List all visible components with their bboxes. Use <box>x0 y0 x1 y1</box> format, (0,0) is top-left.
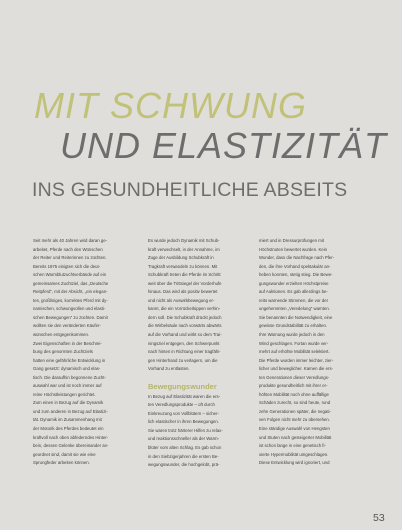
text-line: Gang gesetzt: dynamisch und elas- <box>33 366 101 372</box>
text-line: tät. Dynamik im Zusammenhang mit <box>33 417 102 423</box>
text-line: namischen, schwungvollen und elasti- <box>33 306 106 312</box>
text-line: Zum einen in Bezug auf die Dynamik <box>33 400 104 406</box>
text-line: arbeitet, Pferde nach den Wünschen <box>33 246 103 252</box>
text-line: dern soll. Die Schubkraft drückt jedoch <box>148 314 222 320</box>
article-column-3 <box>259 237 369 468</box>
text-line: Höchstnoten bewertet wurden. Kein <box>259 246 328 252</box>
text-line: xierte Hypermobilität umgeschlagen. <box>259 451 329 457</box>
text-line: ven Folgen nicht mehr zu übersehen. <box>259 417 330 423</box>
text-line: In Bezug auf Elastizität waren die ers- <box>148 393 221 399</box>
text-line: geordnet sind, damit sie wie eine <box>33 451 96 457</box>
text-line: hinaus. Das wird als positiv bewertet <box>148 289 218 295</box>
headline-line-1: MIT SCHWUNG <box>34 85 307 126</box>
text-line: tes, großliniges, korrektes Pferd mit dy- <box>33 297 108 303</box>
text-line: ten Generationen dieser Veredlungs- <box>259 374 330 380</box>
text-line: heben konnten, stetig stieg. Die Bewe- <box>259 272 333 278</box>
page-number: 53 <box>373 512 385 524</box>
text-line: nach hinten in Richtung einer tragfähi- <box>148 349 221 355</box>
text-line: und nicht als Auswirkbewegung er- <box>148 297 215 303</box>
text-line: ningsziel entgegen, den Schwerpunkt <box>148 340 220 346</box>
text-line: Die Pferde wurden immer leichter, zier- <box>259 357 334 363</box>
section-heading: Bewegungswunder <box>148 381 217 391</box>
text-line: kannt, die ein Vorrückerkippen verhin- <box>148 306 221 312</box>
text-line: Vorhand zu entlasten. <box>148 366 190 372</box>
text-line: ist schon lange in eine genetisch fi- <box>259 443 326 449</box>
text-line: Schubkraft treten die Pferde im Schritt <box>148 272 221 278</box>
text-line: bein, dessen Gelenke übereinander an- <box>33 443 109 449</box>
text-line: Reitpferd“, mit der Absicht, „ein elegan- <box>33 289 108 295</box>
article-column-1 <box>33 237 143 468</box>
text-line: wegungswunder, die hochgelobt, prä- <box>148 462 220 468</box>
text-line: Schäden zurecht, so sind heute, rund <box>259 400 331 406</box>
text-line: und reaktionsschneller als der Warm- <box>148 436 220 442</box>
text-line: Eine ständige Auswahl von Hengsten <box>259 426 330 432</box>
text-line: weit über die Trittsiegel der Vorderhufe <box>148 280 222 286</box>
text-line: licher und beweglicher. Kamen die ers- <box>259 366 334 372</box>
text-line: und zum anderen in Bezug auf Elastizi- <box>33 408 108 414</box>
text-line: miert und in Dressurprüfungen mit <box>259 238 324 243</box>
text-line: gen Hinterhand zu verlagern, um die <box>148 357 218 363</box>
text-line: den, die ihre Vorhand spektakulär an- <box>259 263 331 269</box>
text-line: auswahl war und ist noch immer auf <box>33 383 102 389</box>
text-line: Seit mehr als 40 Jahren wird daran ge- <box>33 238 108 243</box>
text-line: Zuge der Ausbildung Schubkraft in <box>148 255 214 261</box>
text-line: Zwei Eigenschaften in der Beschrei- <box>33 340 102 346</box>
text-line: schen Warmblutzuchtverbände auf ein <box>33 272 107 278</box>
text-line: ungehemmten „Veredelung“ warnten. <box>259 306 330 312</box>
text-line: Sie waren trotz härterer Hilfen zu relax- <box>148 427 223 433</box>
text-line: wollten sie den veränderten Käufer- <box>33 323 101 329</box>
text-line: ten Veredlungsprodukte – oft durch <box>148 402 215 408</box>
text-line: reits warnende Stimmen, die vor der <box>259 297 329 303</box>
headline-line-2: UND ELASTIZITÄT <box>60 125 388 166</box>
text-line: Tragkraft verwandeln zu können. Mit <box>148 263 218 269</box>
text-line: auf Auktionen. Es gab allerdings be- <box>259 289 328 295</box>
text-line: der Motorik des Pferdes bedeutet ein <box>33 426 104 432</box>
article-column-2 <box>148 237 258 470</box>
text-line: blüter vom alten Schlag. Es gab schon <box>148 445 222 451</box>
text-line: Einkreuzung von Vollblütern – sicher- <box>148 410 219 416</box>
column-2-body <box>148 237 258 374</box>
text-line: Diese Entwicklung wird ignoriert, und <box>259 460 330 466</box>
text-line: reine Höchstleistungen gerichtet. <box>33 391 96 397</box>
text-line: zehn Generationen später, die negati- <box>259 408 331 414</box>
headline-line-3: INS GESUNDHEITLICHE ABSEITS <box>32 179 348 201</box>
text-line: mehrt auf erhöhte Mobilität selektiert. <box>259 349 330 355</box>
text-line: Es wurde jedoch Dynamik mit Schub- <box>148 238 220 243</box>
text-line: Wunder, dass die Nachfrage nach Pfer- <box>259 255 335 261</box>
text-line: die Wirbelsäule nach vorwärts abwärts <box>148 323 222 329</box>
text-line: der Reiter und Reiterinnen zu züchten. <box>33 255 107 261</box>
text-line: tisch. Die daraufhin begonnene Zucht- <box>33 374 106 380</box>
text-line: lich elastischer in ihren Bewegungen. <box>148 419 219 425</box>
text-line: gemeinsames Zuchtziel, das „Deutsche <box>33 280 109 286</box>
text-line: produkte gesundheitlich mit ihrer er- <box>259 383 328 389</box>
text-line: wünschen entgegenkommen. <box>33 332 90 338</box>
text-line: schen Bewegungen“ zu züchten. Damit <box>33 314 108 320</box>
text-line: Wind geschlagen. Fortan wurde ver- <box>259 340 329 346</box>
text-line: und Stuten nach gesteigerter Mobilität <box>259 434 332 440</box>
column-2-section-body <box>148 393 258 470</box>
text-line: bung des genormten Zuchtziels <box>33 349 93 355</box>
text-line: in den Siebzigerjahren die ersten Be- <box>148 453 219 459</box>
text-line: Sprungfeder arbeiten können. <box>33 460 90 466</box>
text-line: höhten Mobilität noch ohne auffällige <box>259 391 329 397</box>
text-line: Sie benannten die Notwendigkeit, eine <box>259 314 333 320</box>
text-line: auf die Vorhand und wirkt so dem Trai- <box>148 332 222 338</box>
text-line: gungswunder erzielten Höchstpreise <box>259 280 329 286</box>
text-line: gewisse Grundstabilität zu erhalten. <box>259 323 328 329</box>
text-line: Ihre Warnung wurde jedoch in den <box>259 332 325 338</box>
text-line: kraft verwechselt, in der Annahme, im <box>148 246 220 252</box>
text-line: Bereits 1975 einigten sich die deut- <box>33 263 101 269</box>
text-line: hatten eine gefährliche Entwicklung in <box>33 357 106 363</box>
text-line: kraftvoll nach oben abfederndes Hinter- <box>33 434 109 440</box>
